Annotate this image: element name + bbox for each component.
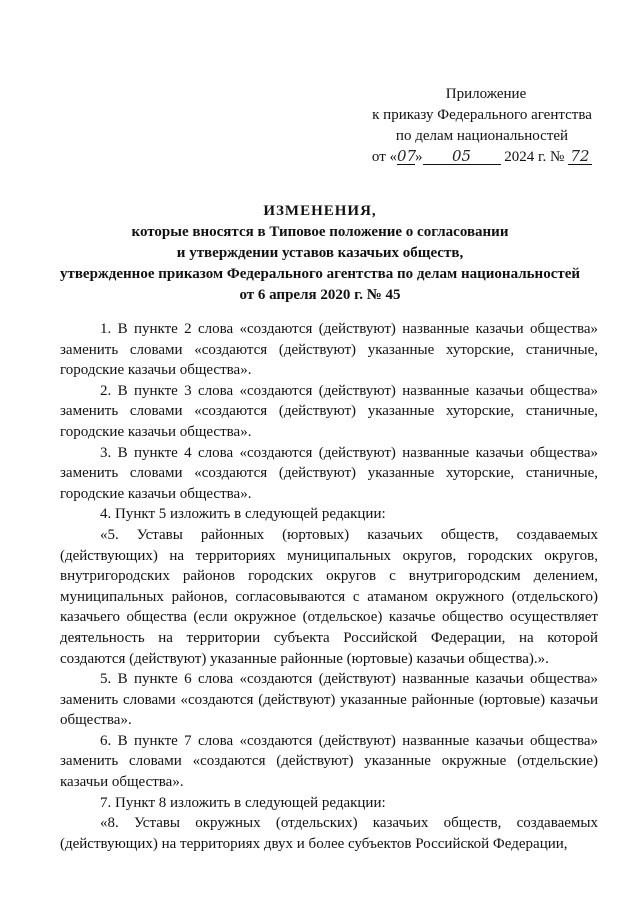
paragraph-3: 3. В пункте 4 слова «создаются (действуют) названные казачьи общества» заменить словами «создаются (действуют) указанные хуторские, станичные, городские казачьи общества».: [60, 444, 598, 502]
paragraph-2: 2. В пункте 3 слова «создаются (действуют) названные казачьи общества» заменить словами «создаются (действуют) указанные хуторские, станичные, городские казачьи общества».: [60, 382, 598, 440]
paragraph-7: 7. Пункт 8 изложить в следующей редакции:: [100, 794, 386, 811]
title-line-3: утвержденное приказом Федерального агентства по делам национальностей: [59, 266, 581, 282]
annex-agency-line: по делам национальностей: [395, 128, 569, 144]
paragraph-7-quote: «8. Уставы окружных (отдельских) казачьих обществ, создаваемых (действующих) на территориях двух и более субъектов Российской Федерации,: [60, 815, 598, 852]
document-title: [40, 201, 600, 306]
document-body: [60, 319, 598, 854]
order-number-handwritten: 72: [568, 149, 592, 165]
annex-order-line: к приказу Федерального агентства: [372, 107, 592, 123]
annex-block: [362, 84, 602, 168]
date-month-handwritten: 05: [423, 149, 501, 165]
title-heading: ИЗМЕНЕНИЯ,: [263, 203, 377, 219]
date-prefix: от «: [371, 149, 398, 165]
date-day-handwritten: 07: [397, 147, 417, 165]
date-mid: »: [415, 149, 423, 165]
paragraph-4-quote: «5. Уставы районных (юртовых) казачьих обществ, создаваемых (действующих) на территориях муниципальных округов, городских округов, внутригородских районов городских округов с внутригородским делением, муниципальных районов, согласовываются с атаманом окружного (отдельского) казачьего общества (если окружное (отдельское) казачье общество осуществляет деятельность на территории субъекта Российской Федерации, на которой создаются (действуют) указанные районные (юртовые) казачьи общества).».: [60, 526, 598, 667]
paragraph-4: 4. Пункт 5 изложить в следующей редакции:: [100, 506, 386, 523]
title-line-2: и утверждении уставов казачьих обществ,: [176, 245, 464, 261]
paragraph-5: 5. В пункте 6 слова «создаются (действуют) названные казачьи общества» заменить словами «создаются (действуют) указанные районные (юртовые) казачьи общества».: [60, 671, 598, 729]
annex-date-line: [372, 147, 592, 168]
date-year: 2024 г. №: [504, 149, 565, 165]
annex-title: Приложение: [445, 86, 527, 102]
paragraph-6: 6. В пункте 7 слова «создаются (действуют) названные казачьи общества» заменить словами «создаются (действуют) указанные окружные (отдельские) казачьи общества».: [60, 732, 598, 791]
paragraph-1: 1. В пункте 2 слова «создаются (действуют) названные казачьи общества» заменить словами «создаются (действуют) указанные хуторские, станичные, городские казачьи общества».: [60, 321, 598, 379]
title-line-1: которые вносятся в Типовое положение о согласовании: [131, 224, 509, 240]
title-line-4: от 6 апреля 2020 г. № 45: [239, 287, 401, 303]
